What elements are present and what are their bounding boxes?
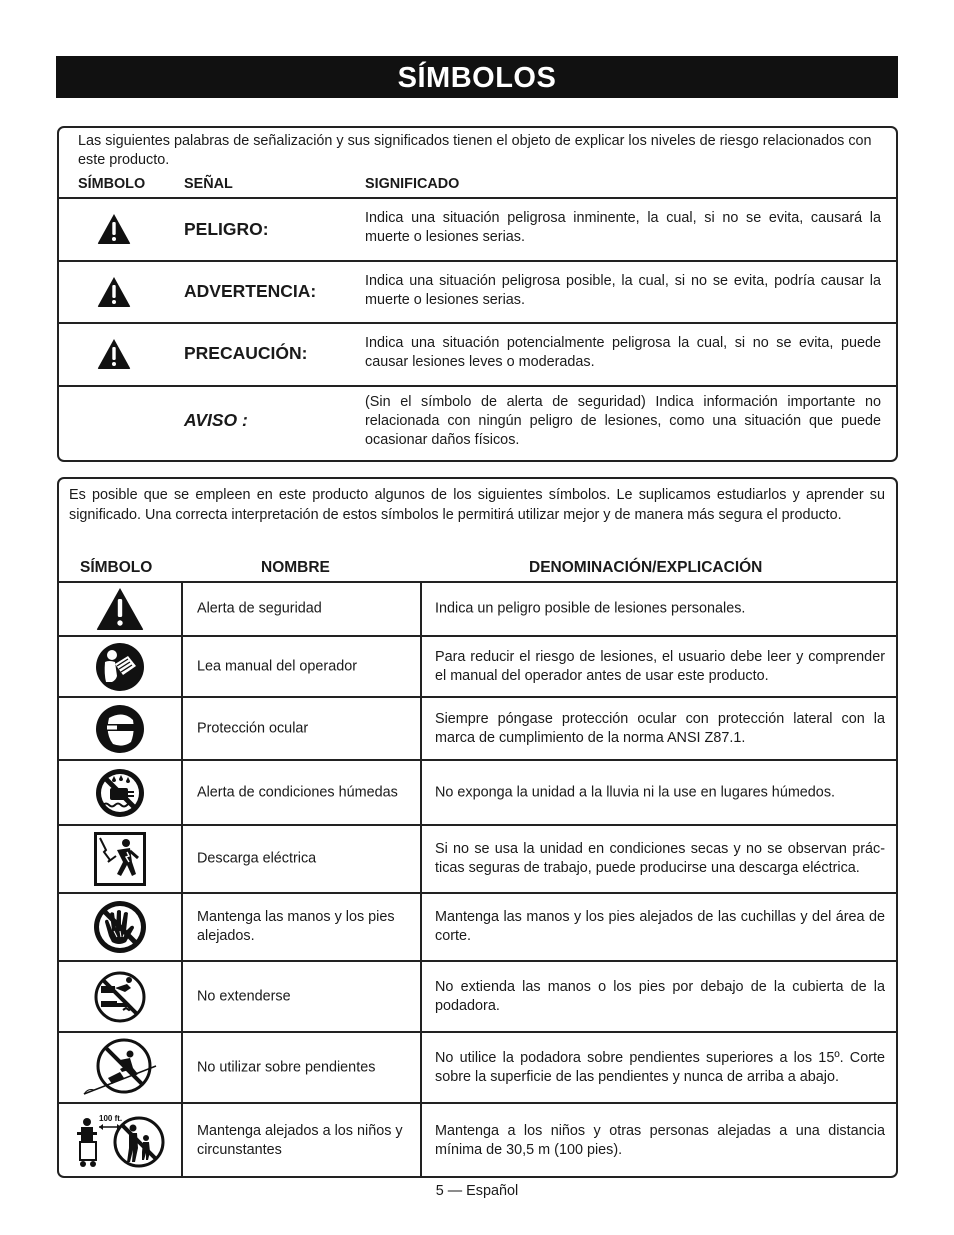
signal-meaning-notice: (Sin el símbolo de alerta de seguridad) Indica información importante no relacionada con ningún peligro de lesiones, como una situación que puede ocasionar daños físicos. [365,394,881,448]
symbol-row [59,581,896,635]
eye-protection-icon [95,704,145,754]
safety-alert-icon [96,587,144,631]
signal-meaning-caution: Indica una situación potencialmente peligrosa la cual, si no se evita, puede causar lesiones leves o moderadas. [365,335,881,370]
symbol-name: No extenderse [197,988,291,1004]
header-name: NOMBRE [261,559,330,576]
symbol-name: Alerta de condiciones húmedas [197,784,398,800]
signal-word-danger: PELIGRO: [184,219,269,239]
symbol-row [59,960,896,1031]
symbol-name: Alerta de seguridad [197,600,322,617]
header-meaning: SIGNIFICADO [365,176,460,192]
warning-triangle-icon [97,213,131,245]
symbol-explanation: Siempre póngase protección ocular con protección lateral con la marca de cumplimiento de la norma ANSI Z87.1. [435,710,885,746]
symbol-row [59,759,896,824]
symbol-row [59,824,896,892]
signal-words-box [57,126,898,462]
keep-hands-away-icon [93,900,147,954]
symbol-name: Mantenga las manos y los pies alejados. [197,909,395,944]
no-reaching-icon [93,970,147,1024]
symbol-name: Protección ocular [197,720,309,736]
header-signal: SEÑAL [184,176,233,192]
header-symbol: SÍMBOLO [80,559,153,576]
header-symbol: SÍMBOLO [78,176,146,192]
symbol-explanation: No utilice la podadora sobre pendientes superiores a los 15º. Corte sobre la superficie de las pendientes y nunca de arriba a abajo. [435,1049,885,1085]
no-slopes-icon [80,1038,160,1098]
signal-row-danger [59,197,896,260]
electric-shock-icon [94,832,146,886]
distance-label: 100 ft. [99,1114,123,1123]
signal-row-notice [59,385,896,462]
symbol-name: No utilizar sobre pendientes [197,1059,376,1075]
symbol-row [59,696,896,759]
symbol-explanation: Para reducir el riesgo de lesiones, el usuario debe leer y comprender el manual del operador antes de usar este producto. [435,648,885,684]
symbols-intro: Es posible que se empleen en este producto algunos de los siguientes símbolos. Le suplicamos estudiarlos y aprender su significado. Una correcta interpretación de estos símbolos le permitirá utilizar mejor y de manera más segura el producto. [69,487,885,523]
read-manual-icon [95,642,145,692]
signal-word-warning: ADVERTENCIA: [184,281,317,301]
header-explanation: DENOMINACIÓN/EXPLICACIÓN [529,559,763,576]
symbols-box [57,477,898,1178]
symbol-explanation: Indica un peligro posible de lesiones personales. [435,600,746,617]
symbol-explanation: No extienda las manos o los pies por debajo de la cubierta de la podadora. [435,978,885,1014]
symbol-name: Lea manual del operador [197,658,358,674]
warning-triangle-icon [97,276,131,308]
signal-words-intro: Las siguientes palabras de señalización y sus significados tienen el objeto de explicar los niveles de riesgo relacionados con este producto. [78,133,872,168]
page-footer: 5 — Español [435,1183,519,1199]
symbol-row [59,892,896,960]
keep-bystanders-away-icon [75,1112,165,1170]
symbol-row [59,635,896,696]
symbol-explanation: Si no se usa la unidad en condiciones secas y no se observan prác-ticas seguras de trabajo, puede producirse una descarga eléctrica. [435,841,885,876]
symbol-row [59,1102,896,1178]
page-title: SÍMBOLOS [56,56,898,98]
signal-row-warning [59,260,896,322]
symbol-explanation: Mantenga a los niños y otras personas alejadas a una distancia mínima de 30,5 m (100 pies). [435,1123,885,1158]
wet-conditions-icon [95,768,145,818]
signal-meaning-danger: Indica una situación peligrosa inminente, la cual, si no se evita, causará la muerte o lesiones serias. [365,210,881,245]
warning-triangle-icon [97,338,131,370]
symbol-row [59,1031,896,1102]
symbol-name: Descarga eléctrica [197,850,317,867]
signal-word-notice: AVISO : [184,410,248,430]
signal-word-caution: PRECAUCIÓN: [184,343,308,363]
signal-row-caution [59,322,896,385]
symbol-explanation: No exponga la unidad a la lluvia ni la use en lugares húmedos. [435,784,836,800]
symbol-explanation: Mantenga las manos y los pies alejados de las cuchillas y del área de corte. [435,909,885,944]
symbol-name: Mantenga alejados a los niños y circunstantes [197,1123,403,1158]
signal-meaning-warning: Indica una situación peligrosa posible, la cual, si no se evita, podría causar la muerte o lesiones serias. [365,273,881,308]
